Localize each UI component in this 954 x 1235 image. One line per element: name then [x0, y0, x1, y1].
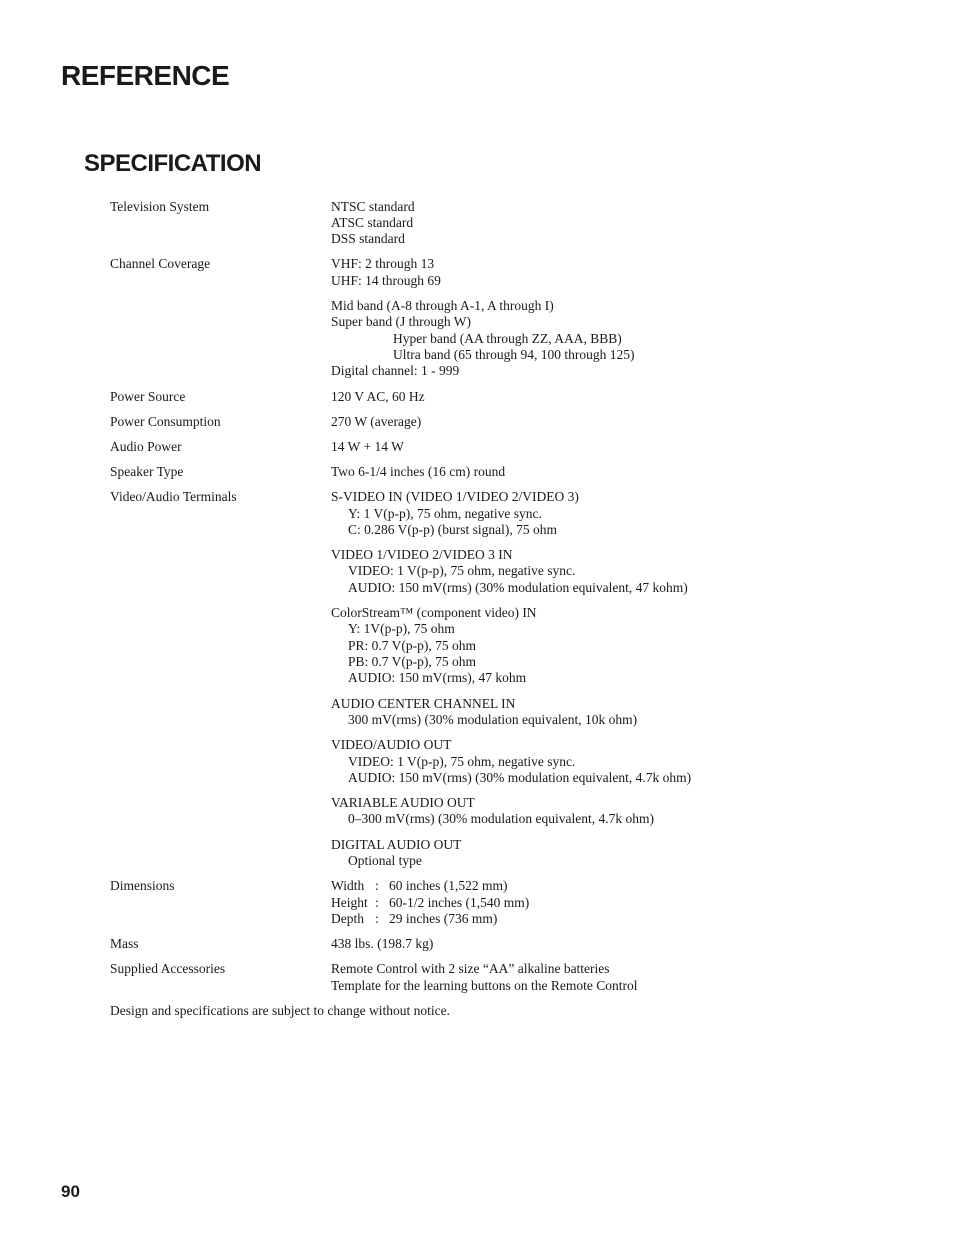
spec-value: Ultra band (65 through 94, 100 through 125) — [393, 347, 635, 362]
spec-value: NTSC standard — [331, 199, 415, 214]
dimension-name: Width — [331, 878, 365, 893]
spec-value: AUDIO: 150 mV(rms), 47 kohm — [348, 670, 527, 685]
spec-value: UHF: 14 through 69 — [331, 273, 441, 288]
spec-label-channel-coverage: Channel Coverage — [110, 256, 211, 271]
dimension-value: 60-1/2 inches (1,540 mm) — [389, 895, 530, 910]
spec-value: 120 V AC, 60 Hz — [331, 389, 425, 404]
spec-label-power-consumption: Power Consumption — [110, 414, 221, 429]
spec-value: ATSC standard — [331, 215, 414, 230]
dimension-name: Depth — [331, 911, 364, 926]
dimension-depth — [331, 911, 497, 927]
dimension-sep: : — [375, 911, 379, 926]
spec-value: Hyper band (AA through ZZ, AAA, BBB) — [393, 331, 622, 346]
spec-value: VHF: 2 through 13 — [331, 256, 435, 271]
spec-value: AUDIO: 150 mV(rms) (30% modulation equivalent, 47 kohm) — [348, 580, 688, 595]
spec-value: AUDIO: 150 mV(rms) (30% modulation equivalent, 4.7k ohm) — [348, 770, 692, 785]
spec-value: DSS standard — [331, 231, 405, 246]
spec-value: VIDEO: 1 V(p-p), 75 ohm, negative sync. — [348, 563, 576, 578]
dimension-height — [331, 895, 529, 911]
spec-value: PR: 0.7 V(p-p), 75 ohm — [348, 638, 477, 653]
spec-value: Two 6-1/4 inches (16 cm) round — [331, 464, 506, 479]
dimension-name: Height — [331, 895, 368, 910]
spec-value: Digital channel: 1 - 999 — [331, 363, 460, 378]
spec-value: Remote Control with 2 size “AA” alkaline batteries — [331, 961, 610, 976]
spec-value: S-VIDEO IN (VIDEO 1/VIDEO 2/VIDEO 3) — [331, 489, 579, 504]
page-number: 90 — [61, 1182, 80, 1201]
spec-label-mass: Mass — [110, 936, 139, 951]
spec-label-television-system: Television System — [110, 199, 210, 214]
spec-value: VIDEO: 1 V(p-p), 75 ohm, negative sync. — [348, 754, 576, 769]
spec-label-speaker-type: Speaker Type — [110, 464, 184, 479]
spec-value: DIGITAL AUDIO OUT — [331, 837, 462, 852]
spec-note: Design and specifications are subject to change without notice. — [110, 1003, 451, 1018]
spec-value: 300 mV(rms) (30% modulation equivalent, 10k ohm) — [348, 712, 638, 727]
spec-value: PB: 0.7 V(p-p), 75 ohm — [348, 654, 477, 669]
spec-value: VIDEO 1/VIDEO 2/VIDEO 3 IN — [331, 547, 513, 562]
spec-label-audio-power: Audio Power — [110, 439, 182, 454]
dimension-sep: : — [375, 895, 379, 910]
spec-value: 270 W (average) — [331, 414, 422, 429]
spec-value: Y: 1V(p-p), 75 ohm — [348, 621, 455, 636]
spec-label-power-source: Power Source — [110, 389, 186, 404]
spec-value: Optional type — [348, 853, 422, 868]
dimension-value: 29 inches (736 mm) — [389, 911, 498, 926]
dimension-sep: : — [375, 878, 379, 893]
spec-value: 14 W + 14 W — [331, 439, 404, 454]
spec-value: VARIABLE AUDIO OUT — [331, 795, 475, 810]
spec-label-video-audio-terminals: Video/Audio Terminals — [110, 489, 237, 504]
spec-value: Mid band (A-8 through A-1, A through I) — [331, 298, 554, 313]
spec-value: AUDIO CENTER CHANNEL IN — [331, 696, 516, 711]
spec-value: 438 lbs. (198.7 kg) — [331, 936, 434, 951]
spec-value: C: 0.286 V(p-p) (burst signal), 75 ohm — [348, 522, 557, 537]
spec-value: Super band (J through W) — [331, 314, 471, 329]
spec-value: 0–300 mV(rms) (30% modulation equivalent, 4.7k ohm) — [348, 811, 654, 826]
spec-label-supplied-accessories: Supplied Accessories — [110, 961, 226, 976]
spec-value: Y: 1 V(p-p), 75 ohm, negative sync. — [348, 506, 542, 521]
spec-label-dimensions: Dimensions — [110, 878, 175, 893]
dimension-width — [331, 878, 507, 894]
spec-value: Template for the learning buttons on the Remote Control — [331, 978, 638, 993]
section-heading: REFERENCE — [61, 60, 230, 91]
specification-title: SPECIFICATION — [84, 150, 262, 177]
spec-value: ColorStream™ (component video) IN — [331, 605, 537, 620]
spec-value: VIDEO/AUDIO OUT — [331, 737, 452, 752]
dimension-value: 60 inches (1,522 mm) — [389, 878, 508, 893]
